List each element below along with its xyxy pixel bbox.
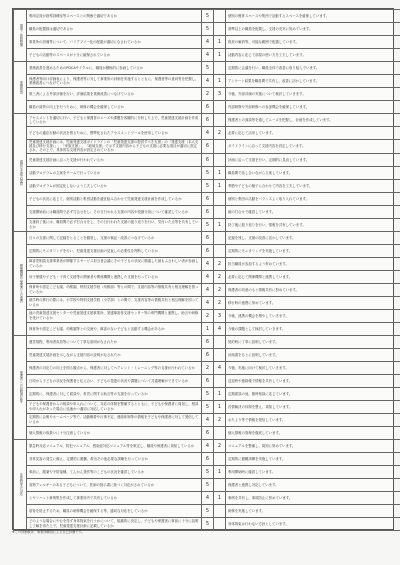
table-row bbox=[14, 504, 400, 517]
yes-count-cell: 4 bbox=[202, 127, 214, 140]
table-row bbox=[14, 244, 400, 257]
table-row bbox=[14, 36, 400, 49]
table-row bbox=[14, 218, 400, 231]
question-cell: ヒヤリハット事例集を作成して事業所内で共有しているか bbox=[27, 491, 202, 504]
no-count-cell: 3 bbox=[214, 88, 226, 101]
no-count-cell: 3 bbox=[214, 309, 226, 322]
table-row bbox=[14, 192, 400, 205]
comment-cell: 活動内容に応じて部屋の使い方を工夫しています。 bbox=[226, 49, 400, 62]
table-row bbox=[14, 283, 400, 296]
comment-cell: 必要に応じて活用しています。 bbox=[226, 127, 400, 140]
table-row bbox=[14, 296, 400, 309]
no-count-cell bbox=[214, 231, 226, 244]
no-count-cell bbox=[214, 140, 226, 154]
question-cell: 職員の配置数は適切であるか bbox=[27, 23, 202, 36]
comment-cell: 利用開始時に確認しています。 bbox=[226, 465, 400, 478]
comment-cell: 基準以上の職員を配置し、支援の充実に努めています。 bbox=[226, 23, 400, 36]
yes-count-cell: 6 bbox=[202, 348, 214, 361]
comment-cell: アンケート結果を職員間で共有し、改善に活かしています。 bbox=[226, 75, 400, 88]
question-cell: 保護者の対応力の向上を図る観点から、保護者に対してペアレント・トレーニング等の支援が行われているか bbox=[27, 361, 202, 374]
no-count-cell bbox=[214, 335, 226, 348]
comment-cell: 今後、実施に向けて検討していきます。 bbox=[226, 361, 400, 374]
comment-cell: 朝の打合せで確認しています。 bbox=[226, 205, 400, 218]
section-label: 保護者への説明責任等 bbox=[14, 335, 27, 439]
yes-count-cell: 4 bbox=[202, 439, 214, 452]
question-cell: 活動プログラムの立案をチームで行っているか bbox=[27, 166, 202, 179]
comment-cell: 計画書をもとに説明しています。 bbox=[226, 348, 400, 361]
yes-count-cell: 4 bbox=[202, 270, 214, 283]
comment-cell: 定期的に避難訓練を実施しています。 bbox=[226, 452, 400, 465]
question-cell: 子どもや保護者からの相談や申入れについて、対応の体制を整備するとともに、子どもや保護者に周知し、相談や申入れがあった場合に迅速かつ適切に対応しているか bbox=[27, 400, 202, 413]
table-row bbox=[14, 361, 400, 374]
no-count-cell bbox=[214, 452, 226, 465]
comment-cell: 契約時に丁寧に説明しています。 bbox=[226, 335, 400, 348]
comment-cell: 今後、連携の機会を増やしていきます。 bbox=[226, 309, 400, 322]
question-cell: 日々の支援に関して記録をとることを徹底し、支援の検証・改善につなげているか bbox=[27, 231, 202, 244]
no-count-cell bbox=[214, 348, 226, 361]
table-row bbox=[14, 231, 400, 244]
question-cell: どのような場合にやむを得ず身体拘束を行うかについて、組織的に決定し、子どもや保護者に事前に十分に説明し了解を得た上で、児童発達支援計画に記載しているか bbox=[27, 517, 202, 530]
yes-count-cell: 6 bbox=[202, 426, 214, 439]
comment-cell: 季節や子どもの様子に合わせて内容を工夫しています。 bbox=[226, 179, 400, 192]
table-row bbox=[14, 179, 400, 192]
no-count-cell: 2 bbox=[214, 439, 226, 452]
question-cell: 活動プログラムが固定化しないよう工夫しているか bbox=[27, 179, 202, 192]
evaluation-table bbox=[13, 9, 400, 531]
comment-cell: 担当職員が参加するよう努めています。 bbox=[226, 257, 400, 270]
question-cell: アセスメントを適切に行い、子どもと保護者のニーズや課題を客観的に分析した上で、児童発達支援計画を作成しているか bbox=[27, 114, 202, 127]
question-cell: 定期的に会報やホームページ等で、活動概要や行事予定、連絡体制等の情報を子どもや保護者に対して発信しているか bbox=[27, 413, 202, 426]
table-row bbox=[14, 400, 400, 413]
no-count-cell: 2 bbox=[214, 270, 226, 283]
yes-count-cell: 5 bbox=[202, 517, 214, 530]
no-count-cell bbox=[214, 205, 226, 218]
yes-count-cell: 5 bbox=[202, 400, 214, 413]
question-cell: 障害児相談支援事業者が開催するサービス担当者会議にその子どもの状況に精通した最もふさわしい者が参画しているか bbox=[27, 257, 202, 270]
question-cell: 児童発達支援計画に沿った支援が行われているか bbox=[27, 153, 202, 166]
yes-count-cell: 4 bbox=[202, 296, 214, 309]
table-row bbox=[14, 270, 400, 283]
table-row bbox=[14, 478, 400, 491]
question-cell: 個人情報の取扱いに十分注意しているか bbox=[27, 426, 202, 439]
comment-cell: 送迎時や連絡帳で情報を共有しています。 bbox=[226, 374, 400, 387]
yes-count-cell: 1 bbox=[202, 322, 214, 335]
question-cell: 虐待を防止するため、職員の研修機会を確保する等、適切な対応をしているか bbox=[27, 504, 202, 517]
no-count-cell bbox=[214, 62, 226, 75]
question-cell: 他の児童発達支援センターや児童発達支援事業所、発達障害者支援センター等の専門機関と連携し、助言や研修を受けているか bbox=[27, 309, 202, 322]
yes-count-cell: 6 bbox=[202, 114, 214, 127]
table-row bbox=[14, 439, 400, 452]
yes-count-cell: 6 bbox=[202, 374, 214, 387]
no-count-cell: 1 bbox=[214, 49, 226, 62]
no-count-cell bbox=[214, 504, 226, 517]
comment-cell: 定期的に会議を行い、職員全体で改善に取り組んでいます。 bbox=[226, 62, 400, 75]
no-count-cell bbox=[214, 374, 226, 387]
no-count-cell: 1 bbox=[214, 75, 226, 88]
question-cell: 保育所や認定こども園、幼稚園等との交流や、障害のない子どもと活動する機会があるか bbox=[27, 322, 202, 335]
comment-cell: 苦情解決の体制を整え、周知しています。 bbox=[226, 400, 400, 413]
yes-count-cell: 4 bbox=[202, 413, 214, 426]
comment-cell: 職員間で話し合いながら立案しています。 bbox=[226, 166, 400, 179]
footnote: ※この評価表は、事業所職員による自己評価です。 bbox=[12, 530, 85, 534]
yes-count-cell: 6 bbox=[202, 244, 214, 257]
yes-count-cell: 5 bbox=[202, 478, 214, 491]
question-cell: 非常災害の発生に備え、定期的に避難、救出その他必要な訓練を行っているか bbox=[27, 452, 202, 465]
table-row bbox=[14, 114, 400, 127]
section-label: 適切な支援の提供 bbox=[14, 114, 27, 232]
no-count-cell: 2 bbox=[214, 283, 226, 296]
question-cell: 保護者等向け評価表により、保護者等に対して事業所の評価を実施するとともに、保護者等の意向等を把握し、業務改善につなげているか bbox=[27, 75, 202, 88]
section-label: 業務改善 bbox=[14, 62, 27, 114]
no-count-cell bbox=[214, 192, 226, 205]
yes-count-cell: 5 bbox=[202, 23, 214, 36]
table-row bbox=[14, 49, 400, 62]
comment-cell: 移行時の連携に努めています。 bbox=[226, 296, 400, 309]
table-row bbox=[14, 491, 400, 504]
no-count-cell: 1 bbox=[214, 36, 226, 49]
table-row bbox=[14, 10, 400, 23]
table-row bbox=[14, 348, 400, 361]
table-row bbox=[14, 257, 400, 270]
question-cell: 業務改善を進めるためのPDCAサイクルに、職員が積極的に参画しているか bbox=[27, 62, 202, 75]
yes-count-cell: 6 bbox=[202, 335, 214, 348]
question-cell: 定期的にモニタリングを行い、児童発達支援計画の見直しの必要性を判断しているか bbox=[27, 244, 202, 257]
comment-cell: 必要に応じて関係機関と連携しています。 bbox=[226, 270, 400, 283]
evaluation-sheet bbox=[12, 8, 394, 530]
question-cell: 職員の資質の向上を行うために、研修の機会を確保しているか bbox=[27, 101, 202, 114]
yes-count-cell: 6 bbox=[202, 192, 214, 205]
comment-cell: 定期的にモニタリングを実施しています。 bbox=[226, 244, 400, 257]
comment-cell: 終了後に振り返りを行い、情報を共有しています。 bbox=[226, 218, 400, 231]
yes-count-cell: 4 bbox=[202, 257, 214, 270]
yes-count-cell: 6 bbox=[202, 153, 214, 166]
table-row bbox=[14, 387, 400, 400]
yes-count-cell: 5 bbox=[202, 465, 214, 478]
comment-cell: ガイドラインに沿って支援内容を設定しています。 bbox=[226, 140, 400, 154]
question-cell: 運営規程、利用者負担等について丁寧な説明がなされたか bbox=[27, 335, 202, 348]
table-row bbox=[14, 62, 400, 75]
yes-count-cell: 6 bbox=[202, 231, 214, 244]
yes-count-cell: 5 bbox=[202, 218, 214, 231]
no-count-cell: 1 bbox=[214, 387, 226, 400]
no-count-cell: 4 bbox=[214, 361, 226, 374]
no-count-cell: 2 bbox=[214, 296, 226, 309]
table-row bbox=[14, 166, 400, 179]
question-cell: 利用定員が指導訓練室等スペースとの関係で適切であるか bbox=[27, 10, 202, 23]
question-cell: 子どもの状況に応じて、個別活動と集団活動を適宜組み合わせて児童発達支援計画を作成しているか bbox=[27, 192, 202, 205]
table-row bbox=[14, 101, 400, 114]
question-cell: 支援終了後には、職員間で必ず打合せをし、その日行われた支援の振り返りを行い、気付いた点等を共有しているか bbox=[27, 218, 202, 231]
question-cell: 第三者による外部評価を行い、評価結果を業務改善につなげているか bbox=[27, 88, 202, 101]
comment-cell: マニュアルを整備し、周知に努めています。 bbox=[226, 439, 400, 452]
yes-count-cell: 5 bbox=[202, 179, 214, 192]
yes-count-cell: 6 bbox=[202, 140, 214, 154]
comment-cell: 身体拘束は行わない方針としています。 bbox=[226, 517, 400, 530]
no-count-cell bbox=[214, 101, 226, 114]
no-count-cell bbox=[214, 478, 226, 491]
no-count-cell: 1 bbox=[214, 218, 226, 231]
question-cell: 保育所や認定こども園、幼稚園、特別支援学校（幼稚部）等との間で、支援内容等の情報共有と相互理解を図っているか bbox=[27, 283, 202, 296]
table-row bbox=[14, 309, 400, 322]
yes-count-cell: 5 bbox=[202, 387, 214, 400]
yes-count-cell: 4 bbox=[202, 75, 214, 88]
yes-count-cell: 2 bbox=[202, 309, 214, 322]
comment-cell: 記録を残し、支援の改善に活かしています。 bbox=[226, 231, 400, 244]
yes-count-cell: 6 bbox=[202, 452, 214, 465]
comment-cell: 個別の療育スペースや集団で活動するスペースを確保しています。 bbox=[226, 10, 400, 23]
yes-count-cell: 4 bbox=[202, 49, 214, 62]
table-row bbox=[14, 335, 400, 348]
question-cell: 児童発達支援計画を示しながら支援内容の説明がなされたか bbox=[27, 348, 202, 361]
yes-count-cell: 4 bbox=[202, 283, 214, 296]
no-count-cell: 2 bbox=[214, 127, 226, 140]
question-cell: 児童発達支援計画には、児童発達支援ガイドラインの「児童発達支援の提供すべき支援」の「発達支援（本人支援及び移行支援）」、「家族支援」、「地域支援」で示す支援内容から子どもの支援に必要な項目が適切に設定され、その上で、具体的な支援内容が設定されているか bbox=[27, 140, 202, 154]
comment-cell: 計画に沿って支援を行い、定期的に見直しています。 bbox=[226, 153, 400, 166]
no-count-cell: 1 bbox=[214, 400, 226, 413]
yes-count-cell: 5 bbox=[202, 10, 214, 23]
no-count-cell bbox=[214, 23, 226, 36]
comment-cell: おたより等で情報を発信しています。 bbox=[226, 413, 400, 426]
question-cell: 日頃から子どもの状況を保護者と伝え合い、子どもの発達の状況や課題について共通理解ができているか bbox=[27, 374, 202, 387]
no-count-cell: 1 bbox=[214, 465, 226, 478]
no-count-cell bbox=[214, 426, 226, 439]
no-count-cell bbox=[214, 10, 226, 23]
yes-count-cell: 6 bbox=[202, 205, 214, 218]
question-cell: 食物アレルギーのある子どもについて、医師の指示書に基づく対応がされているか bbox=[27, 478, 202, 491]
table-row bbox=[14, 426, 400, 439]
comment-cell: 研修を実施しています。 bbox=[226, 504, 400, 517]
yes-count-cell: 5 bbox=[202, 166, 214, 179]
table-row bbox=[14, 413, 400, 426]
table-row bbox=[14, 374, 400, 387]
question-cell: 支援開始前には職員間で必ず打合せをし、その日行われる支援の内容や役割分担について確認しているか bbox=[27, 205, 202, 218]
table-row bbox=[14, 88, 400, 101]
yes-count-cell: 6 bbox=[202, 101, 214, 114]
no-count-cell bbox=[214, 153, 226, 166]
section-label: 環境・体制整備 bbox=[14, 10, 27, 62]
yes-count-cell: 5 bbox=[202, 62, 214, 75]
table-row bbox=[14, 23, 400, 36]
question-cell: 事前に、服薬や予防接種、てんかん発作等のこどもの状況を確認しているか bbox=[27, 465, 202, 478]
comment-cell: 今後の課題として検討していきます。 bbox=[226, 322, 400, 335]
no-count-cell: 1 bbox=[214, 166, 226, 179]
no-count-cell: 4 bbox=[214, 322, 226, 335]
no-count-cell bbox=[214, 244, 226, 257]
yes-count-cell: 2 bbox=[202, 361, 214, 374]
comment-cell: 内部研修や外部研修への参加機会を確保しています。 bbox=[226, 101, 400, 114]
question-cell: 緊急時対応マニュアル、防犯マニュアル、感染症対応マニュアル等を策定し、職員や保護者に周知しているか bbox=[27, 439, 202, 452]
table-row bbox=[14, 127, 400, 140]
comment-cell: 段差の解消等、可能な範囲で配慮しています。 bbox=[226, 36, 400, 49]
no-count-cell: 2 bbox=[214, 257, 226, 270]
question-cell: 定期的に、保護者に対して面談や、育児に関する助言等の支援を行っているか bbox=[27, 387, 202, 400]
table-row bbox=[14, 140, 400, 154]
table-row bbox=[14, 75, 400, 88]
no-count-cell: 2 bbox=[214, 413, 226, 426]
comment-cell: 事例を共有し、事故防止に努めています。 bbox=[226, 491, 400, 504]
yes-count-cell: 2 bbox=[202, 88, 214, 101]
yes-count-cell: 4 bbox=[202, 491, 214, 504]
section-label: 関係機関や保護者との連携 bbox=[14, 231, 27, 335]
no-count-cell bbox=[214, 114, 226, 127]
section-label: 非常時等の対応 bbox=[14, 439, 27, 530]
comment-cell: 今後、外部評価の実施について検討していきます。 bbox=[226, 88, 400, 101]
question-cell: 子どもの活動等のスペースが十分に確保されているか bbox=[27, 49, 202, 62]
no-count-cell: 1 bbox=[214, 491, 226, 504]
table-row bbox=[14, 465, 400, 478]
comment-cell: 保護者の同意のもと情報共有に努めています。 bbox=[226, 283, 400, 296]
question-cell: 子どもの適応行動の状況を図るために、標準化されたアセスメントツールを使用しているか bbox=[27, 127, 202, 140]
table-row bbox=[14, 322, 400, 335]
yes-count-cell: 4 bbox=[202, 36, 214, 49]
question-cell: 事業所の設備等について、バリアフリー化の配慮が適切になされているか bbox=[27, 36, 202, 49]
question-cell: 母子保健や子ども・子育て支援等の関係者や関係機関と連携した支援を行っているか bbox=[27, 270, 202, 283]
comment-cell: 保護者との面談等を通してニーズを把握し、計画を作成しています。 bbox=[226, 114, 400, 127]
question-cell: 就学時の移行の際には、小学校や特別支援学校（小学部）との間で、支援内容等の情報共有と相互理解を図っているか bbox=[27, 296, 202, 309]
table-row bbox=[14, 153, 400, 166]
table-row bbox=[14, 205, 400, 218]
comment-cell: 定期面談の他、随時相談に応じています。 bbox=[226, 387, 400, 400]
comment-cell: 個人情報の管理を徹底しています。 bbox=[226, 426, 400, 439]
yes-count-cell: 5 bbox=[202, 504, 214, 517]
comment-cell: 個別と集団の活動をバランスよく取り入れています。 bbox=[226, 192, 400, 205]
table-row bbox=[14, 452, 400, 465]
comment-cell: 保護者と連携し対応しています。 bbox=[226, 478, 400, 491]
no-count-cell: 1 bbox=[214, 179, 226, 192]
